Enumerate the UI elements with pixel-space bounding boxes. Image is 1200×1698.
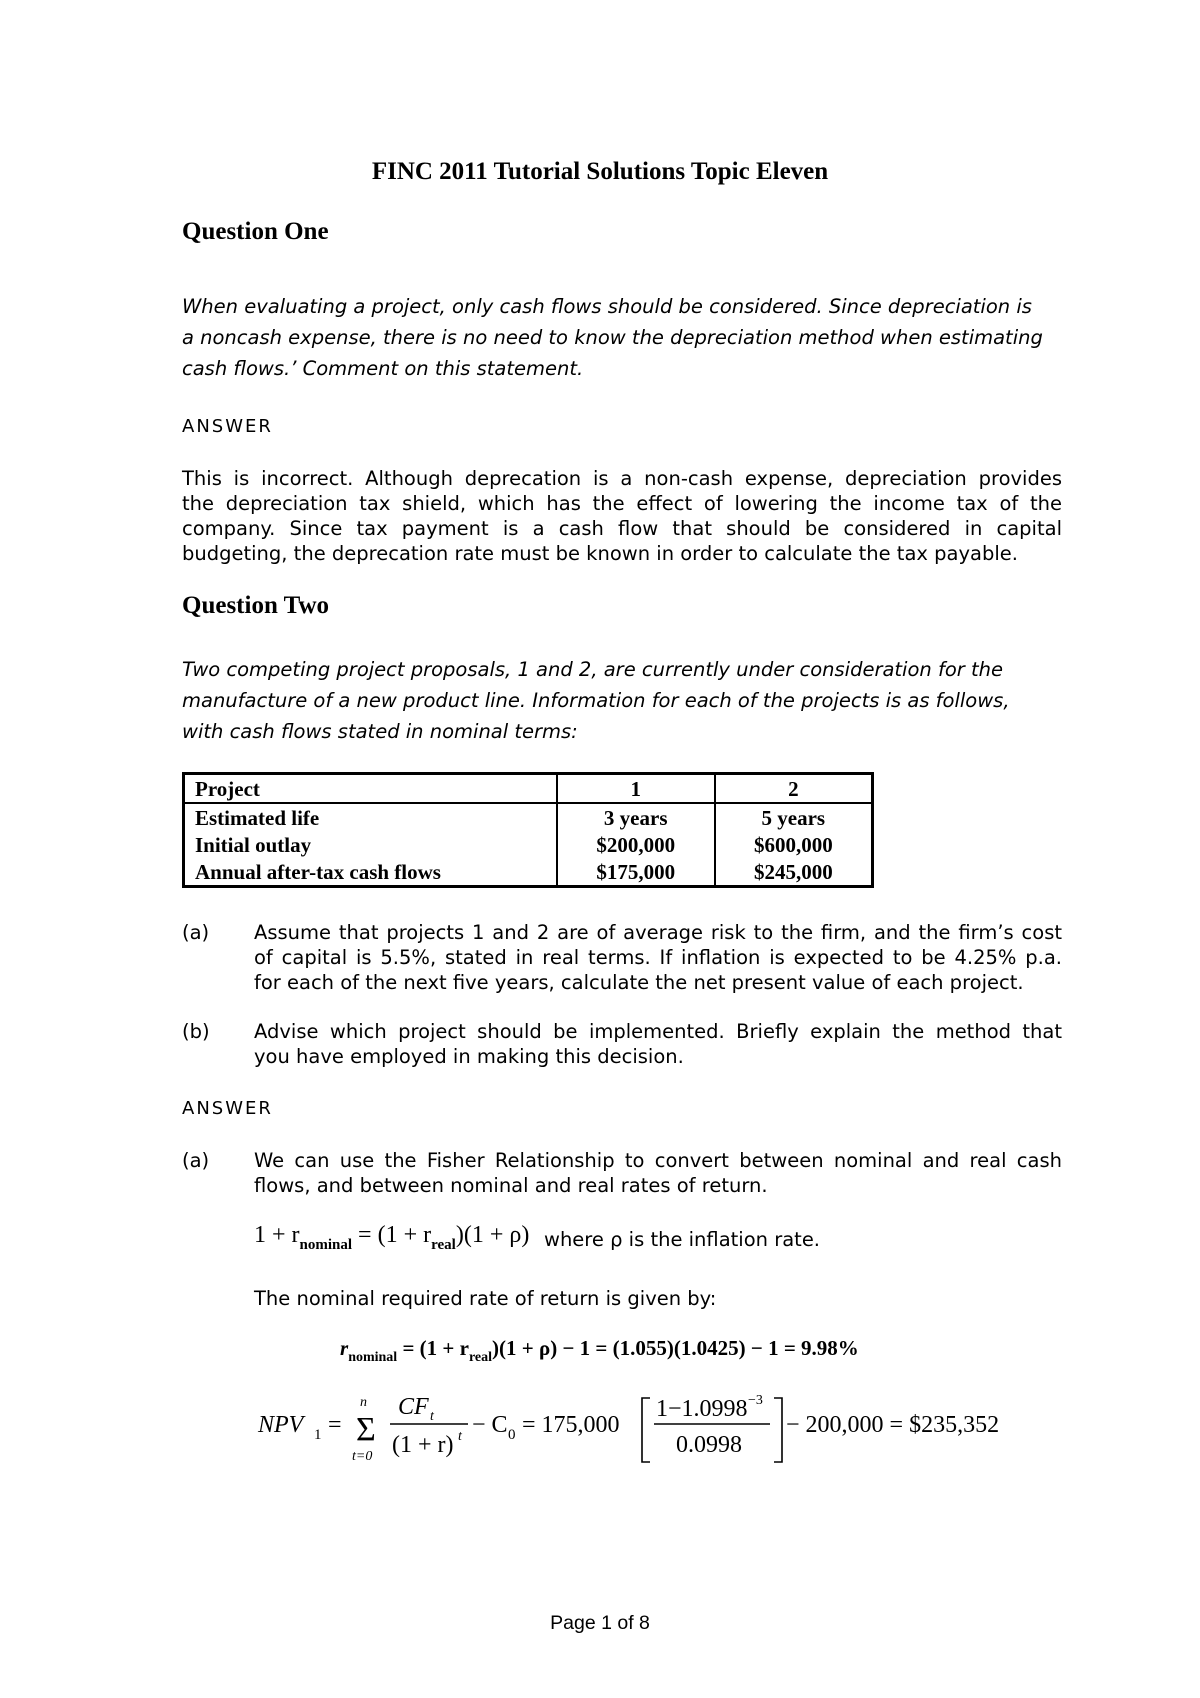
table-cell: $200,000 — [557, 831, 715, 858]
nominal-intro: The nominal required rate of return is given by: — [254, 1287, 717, 1310]
denominator: (1 + r) — [392, 1432, 454, 1458]
part-line: for each of the next five years, calculate the net present value of each project. — [254, 971, 1024, 994]
npv-result: − 200,000 = $235,352 — [786, 1412, 1000, 1438]
q1-answer-line: budgeting, the deprecation rate must be known in order to calculate the tax payable. — [182, 542, 1018, 565]
document-title: FINC 2011 Tutorial Solutions Topic Eleven — [371, 158, 829, 185]
right-bracket — [774, 1398, 782, 1462]
part-line: of capital is 5.5%, stated in real terms. If inflation is expected to be 4.25% p.a. — [254, 946, 1062, 969]
table-cell: $600,000 — [715, 831, 873, 858]
table-header-cell: 1 — [557, 774, 715, 804]
table-row — [184, 831, 873, 858]
denominator-exponent: t — [458, 1429, 462, 1444]
eq-text: 1 + r — [254, 1222, 300, 1248]
bracket-exponent: −3 — [748, 1393, 763, 1408]
eq-subscript: nominal — [299, 1237, 353, 1253]
q1-answer-label: ANSWER — [182, 416, 273, 437]
q1-heading: Question One — [182, 218, 329, 245]
table-cell: Initial outlay — [195, 832, 312, 857]
q1-answer-line: This is incorrect. Although deprecation is a non-cash expense, depreciation provides — [182, 467, 1062, 490]
npv-equation — [258, 1384, 1000, 1464]
eq-subscript: real — [431, 1237, 456, 1253]
q1-answer-line: company. Since tax payment is a cash flow that should be considered in capital — [182, 517, 1062, 540]
eq-text: = (1 + r — [352, 1222, 432, 1248]
part-line: Assume that projects 1 and 2 are of average risk to the firm, and the firm’s cost — [254, 921, 1062, 944]
part-marker: (b) — [182, 1020, 210, 1043]
table-cell: 3 years — [557, 803, 715, 831]
table-cell: Annual after-tax cash flows — [195, 859, 441, 884]
q2-prompt — [182, 654, 1062, 747]
left-bracket — [642, 1398, 650, 1462]
eq-subscript: nominal — [348, 1350, 398, 1365]
q1-prompt-line: cash flows.’ Comment on this statement. — [182, 357, 584, 380]
part-line: you have employed in making this decision. — [254, 1045, 684, 1068]
minus-c: − C — [472, 1412, 508, 1438]
table-header-cell: 2 — [715, 774, 873, 804]
q2-prompt-line: manufacture of a new product line. Information for each of the projects is as follows, — [182, 689, 1010, 712]
page-number: Page 1 of 8 — [550, 1612, 650, 1634]
fisher-equation — [254, 1222, 530, 1253]
q1-prompt-line: a noncash expense, there is no need to know the depreciation method when estimating — [182, 326, 1043, 349]
npv-equals-amount: = 175,000 — [522, 1412, 620, 1438]
table-cell: Estimated life — [195, 805, 320, 830]
eq-text: )(1 + ρ) — [455, 1222, 530, 1248]
q2-prompt-line: with cash flows stated in nominal terms: — [182, 720, 578, 743]
part-marker: (a) — [182, 921, 210, 944]
npv-equals: = — [328, 1412, 342, 1438]
eq-subscript: real — [468, 1350, 493, 1365]
table-row — [184, 858, 873, 887]
c-subscript: 0 — [508, 1427, 516, 1443]
eq-text: r — [340, 1336, 349, 1360]
q1-prompt-line: When evaluating a project, only cash flows should be considered. Since depreciation is — [182, 295, 1032, 318]
answer-line: We can use the Fisher Relationship to convert between nominal and real cash — [254, 1149, 1062, 1172]
q1-prompt — [182, 291, 1062, 384]
table-cell: $175,000 — [557, 858, 715, 887]
cf-subscript: t — [430, 1409, 434, 1424]
eq-text: )(1 + ρ) − 1 = (1.055)(1.0425) − 1 = 9.98% — [492, 1336, 859, 1360]
nominal-rate-equation — [340, 1336, 859, 1365]
sum-sign: Σ — [356, 1411, 376, 1448]
eq-text: = (1 + r — [397, 1336, 469, 1360]
q1-answer — [182, 466, 1062, 566]
npv-subscript: 1 — [314, 1427, 322, 1443]
cf-numerator: CF — [398, 1394, 429, 1420]
bracket-denominator: 0.0998 — [676, 1432, 742, 1458]
sum-lower: t=0 — [352, 1449, 373, 1464]
project-table — [182, 772, 874, 888]
table-cell: 5 years — [715, 803, 873, 831]
q2-answer-label: ANSWER — [182, 1098, 273, 1119]
part-line: Advise which project should be implemented. Briefly explain the method that — [254, 1020, 1062, 1043]
fisher-note: where ρ is the inflation rate. — [544, 1228, 821, 1251]
q2-heading: Question Two — [182, 592, 330, 619]
part-marker: (a) — [182, 1149, 210, 1172]
bracket-numerator: 1−1.0998 — [656, 1396, 748, 1422]
sum-upper: n — [360, 1395, 367, 1410]
table-cell: $245,000 — [715, 858, 873, 887]
q1-answer-line: the depreciation tax shield, which has the effect of lowering the income tax of the — [182, 492, 1062, 515]
table-header-cell: Project — [184, 774, 557, 804]
table-header-row — [184, 774, 873, 804]
answer-line: flows, and between nominal and real rates of return. — [254, 1174, 768, 1197]
npv-label: NPV — [258, 1412, 304, 1438]
q2-prompt-line: Two competing project proposals, 1 and 2, are currently under consideration for the — [182, 658, 1003, 681]
table-row — [184, 803, 873, 831]
